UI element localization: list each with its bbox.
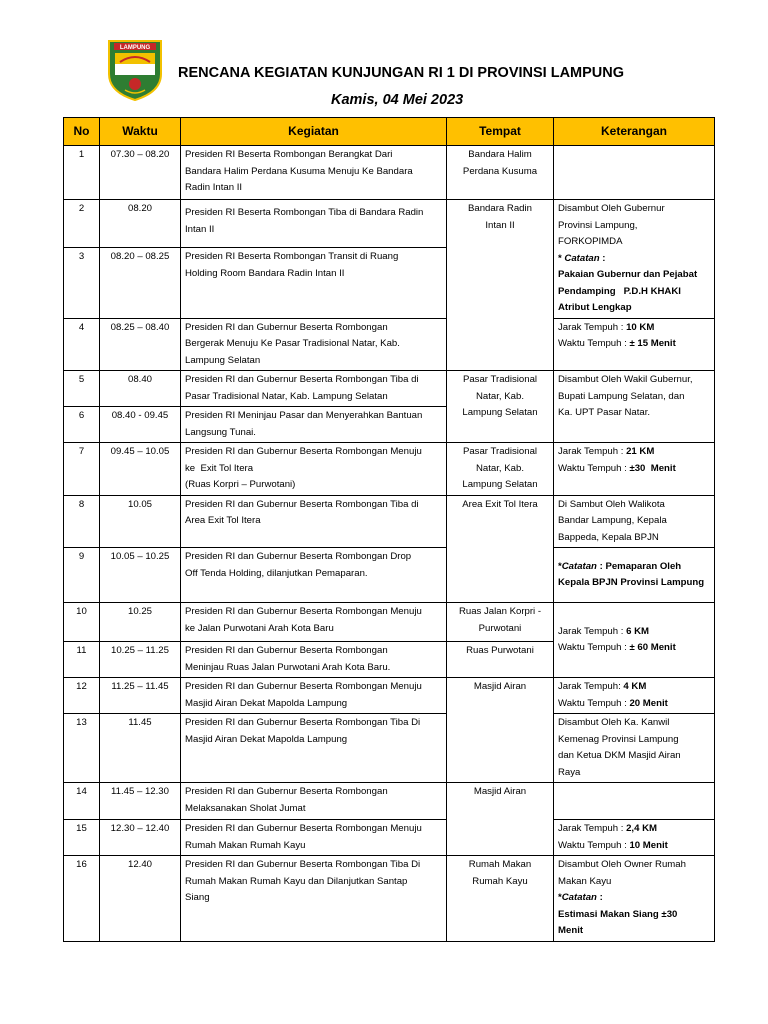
jarak-value: 2,4 KM [626,823,658,834]
note-star: * [558,560,562,572]
tempat-line: Purwotani [478,622,522,634]
table-row [64,783,715,820]
tempat-line: Perdana Kusuma [462,165,538,177]
cell-tempat [447,678,554,783]
cell-kegiatan [181,495,447,548]
kegiatan-line: Melaksanakan Sholat Jumat [185,802,306,814]
cell-no: 15 [64,820,100,856]
tempat-line: Ruas Purwotani [466,645,534,656]
table-row [64,146,715,200]
table-row [64,856,715,942]
cell-keterangan [554,856,715,942]
keterangan-line [558,336,710,353]
col-header-waktu: Waktu [100,118,181,146]
keterangan-note [558,890,710,907]
note-text: : Pemaparan Oleh [596,560,682,572]
keterangan-line: Disambut Oleh Ka. Kanwil [558,717,670,728]
cell-kegiatan [181,407,447,443]
keterangan-line: Disambut Oleh Wakil Gubernur, [558,374,693,385]
cell-keterangan [554,603,715,678]
keterangan-note [558,559,710,576]
keterangan-line: Disambut Oleh Owner Rumah [558,859,686,870]
cell-keterangan [554,678,715,714]
tempat-line: Bandara Halim [468,149,532,160]
kegiatan-line: Lampung Selatan [185,354,261,366]
kegiatan-line: Bergerak Menuju Ke Pasar Tradisional Natar, Kab. [185,338,400,349]
kegiatan-line: Presiden RI dan Gubernur Beserta Rombongan Tiba di [185,498,419,510]
note-label: Catatan [561,892,597,903]
table-row [64,318,715,371]
keterangan-line: dan Ketua DKM Masjid Airan [558,750,681,761]
kegiatan-line: Presiden RI dan Gubernur Beserta Rombongan Tiba Di [185,859,421,870]
keterangan-line: Di Sambut Oleh Walikota [558,498,665,510]
keterangan-line: Provinsi Lampung, [558,219,638,231]
cell-waktu: 10.05 – 10.25 [100,548,181,603]
waktu-tempuh-value: ±30 Menit [629,462,676,474]
keterangan-line: Kepala BPJN Provinsi Lampung [558,577,705,588]
kegiatan-line: ke Jalan Purwotani Arah Kota Baru [185,622,334,634]
kegiatan-line: Presiden RI dan Gubernur Beserta Rombongan [185,321,388,333]
tempat-line: Rumah Makan [468,859,532,870]
cell-keterangan [554,200,715,319]
cell-waktu: 08.40 [100,371,181,407]
tempat-line: Pasar Tradisional [462,374,538,385]
keterangan-line [558,444,710,461]
table-row [64,548,715,603]
cell-kegiatan [181,548,447,603]
keterangan-line: Kemenag Provinsi Lampung [558,733,679,745]
cell-kegiatan [181,714,447,783]
schedule-table [63,117,715,942]
cell-waktu: 10.05 [100,495,181,548]
note-star: * [558,892,562,903]
table-header-row [64,118,715,146]
document-title: RENCANA KEGIATAN KUNJUNGAN RI 1 DI PROVINSI LAMPUNG [178,65,625,81]
keterangan-line: FORKOPIMDA [558,236,623,247]
table-row [64,820,715,856]
kegiatan-line: Presiden RI Beserta Rombongan Berangkat Dari [185,149,393,160]
kegiatan-line: Masjid Airan Dekat Mapolda Lampung [185,733,348,745]
jarak-label: Jarak Tempuh : [558,625,627,637]
kegiatan-line: Radin Intan II [185,182,243,193]
jarak-value: 10 KM [626,321,655,333]
tempat-line: Natar, Kab. [476,390,524,402]
tempat-line: Natar, Kab. [476,462,524,474]
keterangan-line [558,624,710,641]
cell-waktu: 08.40 - 09.45 [100,407,181,443]
table-row [64,603,715,642]
cell-no: 10 [64,603,100,642]
kegiatan-line: Presiden RI dan Gubernur Beserta Rombongan [185,786,388,797]
tempat-line: Rumah Kayu [472,875,528,887]
cell-no: 16 [64,856,100,942]
kegiatan-line: Rumah Makan Rumah Kayu [185,839,306,851]
keterangan-line [558,838,710,855]
cell-waktu: 11.45 – 12.30 [100,783,181,820]
keterangan-line [558,696,710,713]
keterangan-line: Raya [558,766,581,778]
note-star: * [558,252,565,264]
cell-keterangan [554,548,715,603]
col-header-kegiatan: Kegiatan [181,118,447,146]
cell-waktu: 08.20 [100,200,181,248]
tempat-line: Lampung Selatan [462,407,538,418]
table-row [64,371,715,407]
waktu-tempuh-label: Waktu Tempuh : [558,839,630,851]
cell-keterangan [554,146,715,200]
kegiatan-line: Presiden RI dan Gubernur Beserta Rombongan Menuju [185,446,422,457]
cell-tempat [447,603,554,642]
cell-kegiatan [181,603,447,642]
table-row [64,714,715,783]
keterangan-line: Estimasi Makan Siang ±30 [558,908,678,920]
kegiatan-line: Presiden RI dan Gubernur Beserta Rombongan Menuju [185,606,422,617]
jarak-label: Jarak Tempuh : [558,446,627,457]
cell-no: 9 [64,548,100,603]
keterangan-line: Pakaian Gubernur dan Pejabat [558,269,698,280]
kegiatan-line: Masjid Airan Dekat Mapolda Lampung [185,697,348,709]
cell-keterangan [554,371,715,443]
kegiatan-line: Intan II [185,223,215,235]
tempat-line: Lampung Selatan [462,479,538,490]
cell-no: 7 [64,443,100,496]
waktu-tempuh-label: Waktu Tempuh : [558,462,630,474]
keterangan-line: Ka. UPT Pasar Natar. [558,407,651,418]
cell-tempat [447,443,554,496]
cell-waktu: 08.20 – 08.25 [100,248,181,318]
cell-kegiatan [181,856,447,942]
col-header-tempat: Tempat [447,118,554,146]
tempat-line: Intan II [485,219,515,231]
jarak-value: 4 KM [623,681,647,692]
waktu-tempuh-label: Waktu Tempuh : [558,338,630,349]
table-row [64,200,715,248]
cell-tempat [447,371,554,443]
cell-kegiatan [181,783,447,820]
keterangan-line: Disambut Oleh Gubernur [558,203,665,214]
waktu-tempuh-value: 10 Menit [629,839,668,851]
keterangan-line: Atribut Lengkap [558,302,632,313]
cell-keterangan [554,714,715,783]
cell-waktu: 11.45 [100,714,181,783]
kegiatan-line: Off Tenda Holding, dilanjutkan Pemaparan. [185,567,368,579]
note-label: Catatan [561,560,597,572]
table-row [64,678,715,714]
kegiatan-line: Presiden RI dan Gubernur Beserta Rombongan [185,645,388,656]
cell-kegiatan [181,443,447,496]
cell-keterangan [554,495,715,548]
cell-tempat [447,146,554,200]
table-row [64,495,715,548]
cell-waktu: 08.25 – 08.40 [100,318,181,371]
keterangan-line [558,679,710,696]
cell-kegiatan [181,146,447,200]
jarak-label: Jarak Tempuh : [558,823,627,834]
kegiatan-line: Rumah Makan Rumah Kayu dan Dilanjutkan Santap [185,875,408,887]
kegiatan-line: Presiden RI dan Gubernur Beserta Rombongan Tiba di [185,374,419,385]
cell-keterangan [554,443,715,496]
cell-no: 1 [64,146,100,200]
cell-kegiatan [181,678,447,714]
col-header-no: No [64,118,100,146]
waktu-tempuh-value: 20 Menit [629,697,668,709]
kegiatan-line: Presiden RI dan Gubernur Beserta Rombongan Drop [185,551,412,562]
tempat-line: Bandara Radin [467,203,532,214]
cell-keterangan [554,783,715,820]
kegiatan-line: Presiden RI dan Gubernur Beserta Rombongan Tiba Di [185,717,421,728]
cell-waktu: 11.25 – 11.45 [100,678,181,714]
cell-no: 4 [64,318,100,371]
kegiatan-line: Holding Room Bandara Radin Intan II [185,267,345,279]
cell-waktu: 10.25 – 11.25 [100,642,181,678]
keterangan-line: Bandar Lampung, Kepala [558,515,667,526]
cell-no: 5 [64,371,100,407]
cell-no: 3 [64,248,100,318]
keterangan-note [558,251,710,268]
keterangan-line [558,640,710,657]
waktu-tempuh-label: Waktu Tempuh : [558,642,630,653]
note-colon: : [596,892,603,903]
cell-waktu: 12.40 [100,856,181,942]
kegiatan-line: Meninjau Ruas Jalan Purwotani Arah Kota Baru. [185,661,391,673]
kegiatan-line: Siang [185,892,210,903]
keterangan-line [558,821,710,838]
waktu-tempuh-value: ± 15 Menit [629,338,676,349]
cell-kegiatan [181,200,447,248]
tempat-line: Area Exit Tol Itera [462,498,538,510]
tempat-line: Ruas Jalan Korpri - [458,606,542,617]
jarak-value: 6 KM [626,625,650,637]
kegiatan-line: Presiden RI Beserta Rombongan Transit di Ruang [185,251,399,263]
cell-kegiatan [181,248,447,318]
kegiatan-line: Presiden RI dan Gubernur Beserta Rombongan Menuju [185,823,422,834]
cell-kegiatan [181,642,447,678]
note-label: Catatan [564,252,600,264]
waktu-tempuh-label: Waktu Tempuh : [558,697,630,709]
cell-no: 6 [64,407,100,443]
kegiatan-line: Presiden RI Beserta Rombongan Tiba di Bandara Radin [185,207,424,218]
cell-keterangan [554,318,715,371]
cell-waktu: 09.45 – 10.05 [100,443,181,496]
keterangan-line: Bupati Lampung Selatan, dan [558,390,685,402]
kegiatan-line: Presiden RI dan Gubernur Beserta Rombongan Menuju [185,681,422,692]
keterangan-line: Menit [558,925,584,936]
tempat-line: Masjid Airan [473,786,527,797]
cell-waktu: 12.30 – 12.40 [100,820,181,856]
cell-kegiatan [181,820,447,856]
cell-tempat [447,783,554,856]
kegiatan-line: Langsung Tunai. [185,426,256,438]
cell-no: 8 [64,495,100,548]
cell-kegiatan [181,371,447,407]
keterangan-line: Pendamping P.D.H KHAKI [558,285,681,297]
tempat-line: Masjid Airan [473,681,527,692]
jarak-value: 21 KM [626,446,655,457]
keterangan-line [558,461,710,478]
lampung-province-logo [106,38,164,102]
cell-no: 14 [64,783,100,820]
kegiatan-line: ke Exit Tol Itera [185,462,254,474]
logo-text: LAMPUNG [119,45,151,51]
cell-tempat [447,642,554,678]
jarak-label: Jarak Tempuh: [558,681,624,692]
cell-no: 13 [64,714,100,783]
cell-no: 2 [64,200,100,248]
kegiatan-line: Bandara Halim Perdana Kusuma Menuju Ke Bandara [185,165,413,177]
jarak-label: Jarak Tempuh : [558,321,627,333]
cell-no: 12 [64,678,100,714]
cell-waktu: 10.25 [100,603,181,642]
cell-keterangan [554,820,715,856]
cell-tempat [447,856,554,942]
table-row [64,443,715,496]
col-header-keterangan: Keterangan [554,118,715,146]
kegiatan-line: Presiden RI Meninjau Pasar dan Menyerahkan Bantuan [185,410,423,421]
cell-tempat [447,200,554,371]
waktu-tempuh-value: ± 60 Menit [629,642,676,653]
cell-no: 11 [64,642,100,678]
cell-waktu: 07.30 – 08.20 [100,146,181,200]
tempat-line: Pasar Tradisional [462,446,538,457]
note-colon: : [599,252,606,264]
keterangan-line: Makan Kayu [558,875,612,887]
keterangan-line: Bappeda, Kepala BPJN [558,531,659,543]
keterangan-line [558,320,710,337]
document-date: Kamis, 04 Mei 2023 [331,92,464,108]
kegiatan-line: (Ruas Korpri – Purwotani) [185,479,296,490]
cell-tempat [447,495,554,603]
cell-kegiatan [181,318,447,371]
kegiatan-line: Area Exit Tol Itera [185,515,261,526]
kegiatan-line: Pasar Tradisional Natar, Kab. Lampung Selatan [185,390,388,402]
